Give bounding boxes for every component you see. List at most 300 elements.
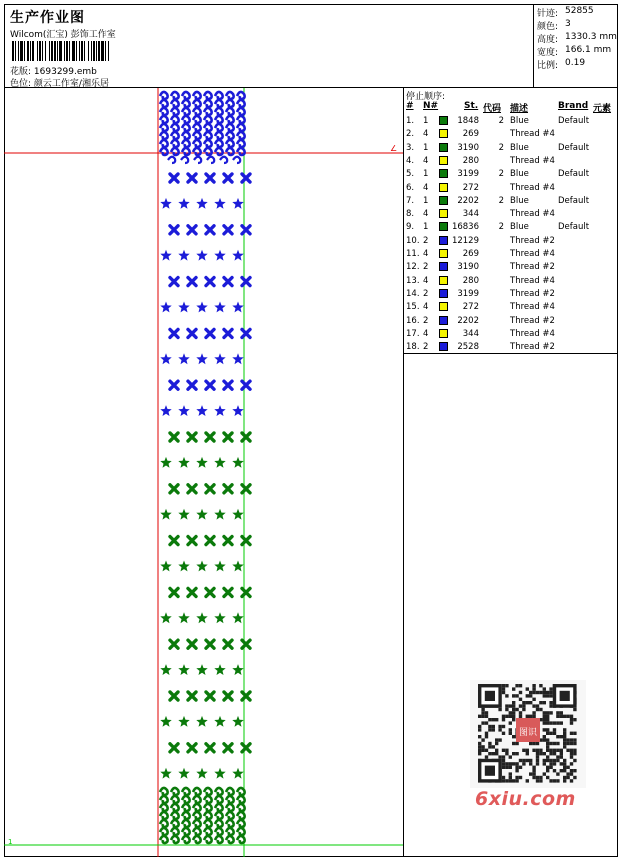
qr-module (512, 701, 515, 704)
qr-module (512, 735, 515, 738)
qr-module (563, 776, 566, 779)
qr-module (515, 776, 518, 779)
qr-module (546, 759, 549, 762)
qr-module (546, 732, 549, 735)
stop-needle: 2 (423, 235, 429, 246)
cross-motif (170, 588, 178, 596)
stop-num: 11. (406, 249, 420, 259)
stop-desc: Thread #4 (510, 275, 555, 286)
cross-motif (224, 588, 232, 596)
cross-motif (242, 485, 250, 493)
qr-module (485, 732, 488, 735)
flower-center (182, 253, 187, 258)
cross-motif (170, 226, 178, 234)
qr-module (495, 738, 498, 741)
flower-center (164, 202, 169, 207)
qr-module (553, 749, 556, 752)
top-scroll-border (160, 92, 245, 155)
cross-motif (224, 485, 232, 493)
qr-module (529, 762, 532, 765)
cross-motif (224, 640, 232, 648)
qr-module (563, 766, 566, 769)
qr-module (543, 715, 546, 718)
swirl-motif (233, 157, 240, 163)
cross-motif (206, 640, 214, 648)
stop-stitches: 344 (462, 328, 479, 339)
qr-module (556, 772, 559, 775)
cross-motif (206, 537, 214, 545)
flower-center (218, 461, 223, 466)
stop-row (404, 288, 618, 301)
flower-center (200, 253, 205, 258)
color-swatch (439, 329, 448, 338)
flower-center (164, 357, 169, 362)
qr-module (515, 769, 518, 772)
qr-module (543, 701, 546, 704)
stop-row (404, 155, 618, 168)
flower-center (164, 564, 169, 569)
qr-module (478, 742, 481, 745)
stop-stitches: 2202 (457, 195, 479, 206)
qr-module (532, 766, 535, 769)
qr-module (573, 708, 576, 711)
qr-module (481, 749, 484, 752)
qr-module (488, 725, 491, 728)
stop-stitches: 272 (462, 302, 479, 313)
qr-module (570, 772, 573, 775)
qr-module (549, 752, 552, 755)
flower-center (236, 305, 241, 310)
cross-motif (206, 381, 214, 389)
qr-module (556, 735, 559, 738)
flower-center (218, 512, 223, 517)
qr-module (536, 704, 539, 707)
qr-module (515, 752, 518, 755)
qr-module (570, 715, 573, 718)
stop-desc: Thread #4 (510, 209, 555, 220)
qr-module (526, 759, 529, 762)
qr-module (505, 694, 508, 697)
cross-motif (224, 537, 232, 545)
flower-center (200, 305, 205, 310)
qr-module (522, 704, 525, 707)
qr-module (563, 715, 566, 718)
cross-motif (188, 381, 196, 389)
qr-module (481, 745, 484, 748)
qr-module (529, 691, 532, 694)
qr-module (495, 742, 498, 745)
qr-module (536, 752, 539, 755)
bottom-scroll-border (160, 788, 245, 843)
flower-center (218, 564, 223, 569)
stop-stitches: 269 (462, 129, 479, 140)
qr-module (546, 749, 549, 752)
qr-module (549, 711, 552, 714)
qr-module (478, 715, 481, 718)
qr-module (498, 728, 501, 731)
qr-module (553, 762, 556, 765)
qr-module (529, 701, 532, 704)
qr-finder (560, 691, 570, 701)
flower-center (236, 564, 241, 569)
qr-module (519, 711, 522, 714)
qr-module (502, 755, 505, 758)
stop-needle: 2 (423, 262, 429, 273)
qr-module (502, 779, 505, 782)
flower-center (200, 616, 205, 621)
qr-module (560, 752, 563, 755)
stop-desc: Blue (510, 195, 529, 206)
qr-module (570, 755, 573, 758)
qr-code-image (470, 680, 586, 788)
cross-motif (242, 692, 250, 700)
swirl-motif (220, 157, 227, 163)
stat-colors: 颜色: 3 (537, 19, 571, 32)
cross-motif (206, 329, 214, 337)
qr-module (539, 752, 542, 755)
qr-module (505, 715, 508, 718)
flower-center (200, 668, 205, 673)
stat-scale: 比例: 0.19 (537, 58, 586, 71)
qr-module (532, 742, 535, 745)
stop-brand: Default (558, 142, 590, 153)
qr-module (560, 721, 563, 724)
color-swatch (439, 116, 448, 125)
qr-module (509, 715, 512, 718)
qr-module (536, 762, 539, 765)
qr-module (492, 745, 495, 748)
color-swatch (439, 276, 448, 285)
swirl-motif (194, 157, 201, 163)
stop-desc: Thread #4 (510, 129, 555, 140)
qr-module (481, 738, 484, 741)
qr-module (532, 769, 535, 772)
flower-center (218, 616, 223, 621)
cross-motif (188, 588, 196, 596)
qr-module (539, 701, 542, 704)
qr-module (512, 687, 515, 690)
qr-module (529, 715, 532, 718)
stop-code: 2 (498, 222, 504, 233)
qr-module (563, 742, 566, 745)
qr-module (556, 721, 559, 724)
stop-row (404, 341, 618, 354)
qr-module (515, 742, 518, 745)
qr-module (512, 694, 515, 697)
stop-stitches: 269 (462, 249, 479, 259)
qr-module (543, 738, 546, 741)
stop-row (404, 208, 618, 221)
color-swatch (439, 169, 448, 178)
qr-module (546, 728, 549, 731)
qr-module (526, 749, 529, 752)
flower-center (200, 512, 205, 517)
design-preview (4, 88, 404, 857)
cross-motif (170, 640, 178, 648)
cross-motif (170, 381, 178, 389)
stop-brand: Default (558, 116, 590, 126)
flower-center (164, 409, 169, 414)
stop-sequence-panel (404, 88, 618, 354)
stop-stitches: 3199 (457, 288, 479, 299)
qr-module (563, 735, 566, 738)
cross-motif (170, 433, 178, 441)
stop-row (404, 301, 618, 314)
qr-module (522, 762, 525, 765)
qr-module (549, 749, 552, 752)
qr-module (519, 698, 522, 701)
qr-module (553, 732, 556, 735)
stop-desc: Thread #2 (510, 262, 555, 273)
stop-row (404, 221, 618, 234)
qr-module (481, 708, 484, 711)
qr-module (488, 745, 491, 748)
stop-desc: Thread #4 (510, 155, 555, 166)
qr-module (532, 772, 535, 775)
qr-module (546, 711, 549, 714)
flower-center (218, 202, 223, 207)
color-swatch (439, 236, 448, 245)
stop-desc: Thread #4 (510, 249, 555, 259)
qr-module (556, 779, 559, 782)
stop-needle: 4 (423, 328, 429, 339)
stop-needle: 1 (423, 169, 429, 180)
qr-module (529, 759, 532, 762)
qr-module (560, 769, 563, 772)
stop-stitches: 2528 (457, 342, 479, 353)
stop-needle: 4 (423, 249, 429, 259)
flower-center (236, 409, 241, 414)
qr-module (515, 762, 518, 765)
stop-needle: 2 (423, 288, 429, 299)
qr-module (566, 738, 569, 741)
cross-motif (224, 381, 232, 389)
cross-motif (206, 744, 214, 752)
cross-motif (242, 381, 250, 389)
qr-module (573, 718, 576, 721)
qr-module (509, 721, 512, 724)
qr-module (526, 752, 529, 755)
qr-module (563, 728, 566, 731)
stop-num: 6. (406, 182, 415, 193)
qr-module (556, 715, 559, 718)
cross-motif (188, 744, 196, 752)
stop-sequence-title: 停止顺序: (406, 92, 446, 102)
qr-module (536, 708, 539, 711)
qr-module (509, 766, 512, 769)
stop-stitches: 3190 (457, 142, 479, 153)
qr-module (488, 742, 491, 745)
flower-center (236, 357, 241, 362)
flower-center (164, 771, 169, 776)
qr-module (495, 752, 498, 755)
stop-num: 12. (406, 262, 420, 273)
qr-module (478, 745, 481, 748)
stop-stitches: 16836 (451, 222, 479, 233)
qr-module (543, 711, 546, 714)
cross-motif (170, 537, 178, 545)
qr-module (543, 691, 546, 694)
qr-module (543, 759, 546, 762)
stop-needle: 4 (423, 182, 429, 193)
color-swatch (439, 196, 448, 205)
flower-center (182, 409, 187, 414)
cross-motif (188, 537, 196, 545)
qr-module (549, 766, 552, 769)
flower-center (164, 512, 169, 517)
flower-center (182, 720, 187, 725)
qr-module (526, 687, 529, 690)
col-num: # (406, 101, 414, 111)
qr-module (522, 708, 525, 711)
corner-marker: 1 (8, 838, 13, 846)
stop-desc: Thread #2 (510, 288, 555, 299)
qr-module (509, 711, 512, 714)
cross-motif (206, 226, 214, 234)
qr-module (549, 701, 552, 704)
qr-module (546, 715, 549, 718)
qr-module (549, 704, 552, 707)
stop-desc: Blue (510, 169, 529, 180)
qr-module (563, 732, 566, 735)
stop-stitches: 3190 (457, 262, 479, 273)
qr-module (502, 691, 505, 694)
cross-motif (188, 329, 196, 337)
qr-module (553, 728, 556, 731)
flower-center (218, 253, 223, 258)
qr-module (485, 735, 488, 738)
qr-module (570, 752, 573, 755)
qr-module (546, 721, 549, 724)
qr-module (543, 772, 546, 775)
qr-module (553, 742, 556, 745)
col-element: 元素 (593, 104, 612, 114)
stop-needle: 1 (423, 142, 429, 153)
qr-module (570, 732, 573, 735)
color-swatch (439, 302, 448, 311)
qr-module (495, 718, 498, 721)
qr-module (549, 762, 552, 765)
swirl-motif (207, 157, 214, 163)
qr-module (539, 684, 542, 687)
col-needle: N# (423, 101, 439, 111)
page-title: 生产作业图 (10, 10, 85, 26)
stop-desc: Thread #2 (510, 342, 555, 353)
cross-motif (206, 433, 214, 441)
qr-module (546, 742, 549, 745)
stop-num: 18. (406, 342, 420, 353)
qr-module (515, 708, 518, 711)
qr-module (526, 779, 529, 782)
qr-module (532, 698, 535, 701)
flower-center (200, 357, 205, 362)
qr-finder (485, 766, 495, 776)
qr-module (570, 742, 573, 745)
qr-module (539, 779, 542, 782)
stop-num: 1. (406, 116, 415, 126)
qr-module (563, 738, 566, 741)
color-swatch (439, 342, 448, 351)
stop-needle: 4 (423, 302, 429, 313)
color-label: 色位: (10, 79, 32, 89)
cross-motif (188, 174, 196, 182)
qr-module (502, 725, 505, 728)
stop-desc: Blue (510, 116, 529, 126)
qr-module (512, 711, 515, 714)
qr-module (532, 691, 535, 694)
qr-module (488, 718, 491, 721)
flower-center (218, 771, 223, 776)
stop-needle: 4 (423, 155, 429, 166)
cross-motif (188, 278, 196, 286)
stop-needle: 4 (423, 275, 429, 286)
flower-center (164, 253, 169, 258)
flower-center (182, 668, 187, 673)
qr-module (543, 735, 546, 738)
qr-module (495, 749, 498, 752)
stop-needle: 2 (423, 342, 429, 353)
qr-module (519, 776, 522, 779)
flower-center (218, 357, 223, 362)
qr-module (553, 769, 556, 772)
cross-motif (242, 744, 250, 752)
cross-motif (206, 588, 214, 596)
stop-row (404, 235, 618, 248)
flower-center (182, 357, 187, 362)
flower-center (200, 202, 205, 207)
flower-center (182, 564, 187, 569)
stop-num: 15. (406, 302, 420, 313)
stop-num: 10. (406, 235, 420, 246)
qr-module (532, 715, 535, 718)
qr-module (556, 742, 559, 745)
qr-module (478, 749, 481, 752)
col-code: 代码 (483, 104, 502, 114)
watermark-stamp-text: 图识 (518, 728, 538, 738)
cross-motif (242, 640, 250, 648)
color-value: 颜云工作室/湘乐居 (33, 79, 109, 89)
qr-module (536, 755, 539, 758)
qr-module (573, 749, 576, 752)
flower-center (182, 616, 187, 621)
qr-module (532, 687, 535, 690)
qr-module (481, 721, 484, 724)
qr-module (563, 779, 566, 782)
cross-motif (242, 329, 250, 337)
qr-module (539, 708, 542, 711)
color-swatch (439, 156, 448, 165)
qr-module (566, 766, 569, 769)
qr-module (563, 759, 566, 762)
stats-panel (534, 4, 618, 88)
stop-stitches: 272 (462, 182, 479, 193)
qr-module (502, 776, 505, 779)
stop-num: 14. (406, 288, 420, 299)
qr-module (478, 728, 481, 731)
cross-motif (188, 433, 196, 441)
color-swatch (439, 183, 448, 192)
qr-module (560, 749, 563, 752)
stop-desc: Thread #2 (510, 235, 555, 246)
flower-center (182, 512, 187, 517)
cross-motif (224, 692, 232, 700)
qr-module (505, 779, 508, 782)
stop-code: 2 (498, 142, 504, 153)
qr-module (509, 779, 512, 782)
col-brand: Brand (558, 101, 589, 111)
stop-stitches: 344 (462, 209, 479, 220)
flower-center (218, 305, 223, 310)
